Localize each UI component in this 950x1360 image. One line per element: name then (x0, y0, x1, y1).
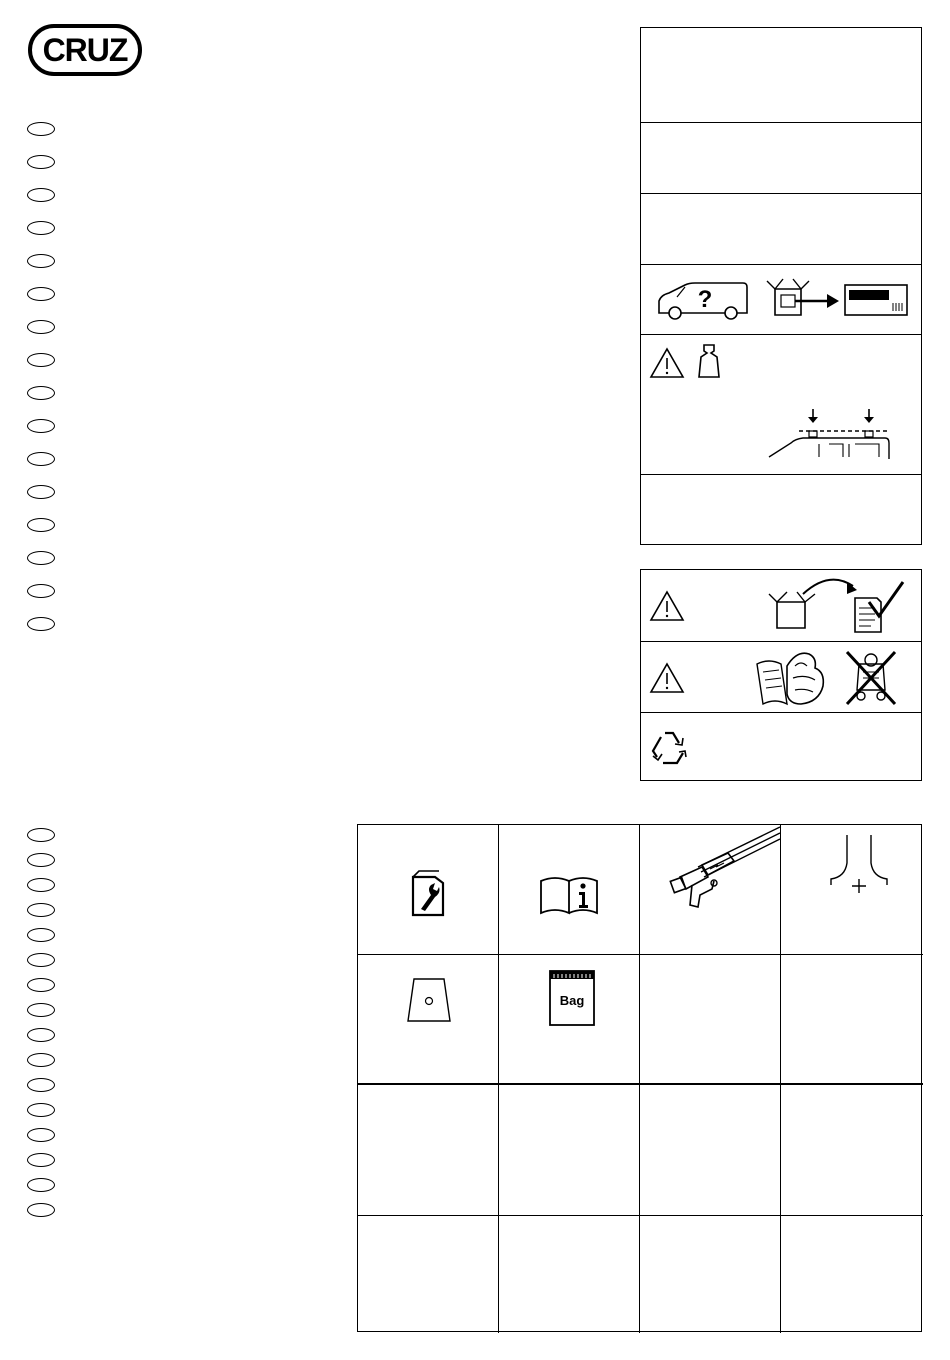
language-marker (27, 452, 55, 466)
info-row-3 (641, 193, 921, 265)
language-marker (27, 353, 55, 367)
empty-cell-12 (781, 1085, 923, 1216)
trapezoid-pad-icon (406, 977, 452, 1023)
info-book-icon (539, 875, 601, 917)
tools-cell (358, 825, 499, 955)
language-marker (27, 485, 55, 499)
roof-bar-cell (640, 825, 781, 955)
logo-text: CRUZ (42, 32, 128, 68)
language-marker (27, 254, 55, 268)
language-marker (27, 122, 55, 136)
warning-panel (640, 569, 922, 781)
empty-cell-7 (640, 955, 781, 1085)
recycle-icon (649, 727, 689, 769)
empty-cell-10 (499, 1085, 640, 1216)
box-to-checklist-icon (769, 576, 909, 634)
language-marker (27, 928, 55, 942)
bag-cell (499, 955, 640, 1085)
language-marker (27, 828, 55, 842)
instructions-hand-icon (753, 646, 827, 710)
warning-triangle-icon (649, 662, 685, 694)
warning-triangle-icon (649, 347, 685, 379)
language-marker (27, 287, 55, 301)
language-marker (27, 1053, 55, 1067)
cruz-logo (28, 24, 142, 76)
language-marker (27, 419, 55, 433)
no-carwash-icon (845, 650, 897, 706)
warning-row-check-contents (641, 570, 921, 641)
van-question-icon (655, 279, 751, 321)
language-marker (27, 1028, 55, 1042)
info-row-load (641, 334, 921, 475)
language-marker (27, 1203, 55, 1217)
empty-cell-14 (499, 1216, 640, 1333)
warning-triangle-icon (649, 590, 685, 622)
language-marker (27, 853, 55, 867)
info-row-vehicle-check (641, 264, 921, 335)
empty-cell-8 (781, 955, 923, 1085)
empty-cell-9 (358, 1085, 499, 1216)
language-marker (27, 1178, 55, 1192)
language-marker (27, 1128, 55, 1142)
info-row-6 (641, 474, 921, 547)
empty-cell-15 (640, 1216, 781, 1333)
info-row-1 (641, 28, 921, 122)
language-marker (27, 386, 55, 400)
empty-cell-13 (358, 1216, 499, 1333)
parts-grid (357, 824, 922, 1332)
box-arrow-label-icon (765, 277, 913, 321)
roof-load-icon (769, 407, 893, 463)
language-list-bottom (27, 828, 57, 1228)
profile-cross-icon (829, 833, 889, 893)
language-marker (27, 617, 55, 631)
recycle-row (641, 712, 921, 783)
empty-cell-16 (781, 1216, 923, 1333)
empty-cell-11 (640, 1085, 781, 1216)
language-marker (27, 155, 55, 169)
warning-row-no-carwash (641, 641, 921, 713)
language-list-top (27, 122, 57, 642)
language-marker (27, 584, 55, 598)
language-marker (27, 978, 55, 992)
language-marker (27, 320, 55, 334)
language-marker (27, 953, 55, 967)
language-marker (27, 903, 55, 917)
language-marker (27, 878, 55, 892)
svg-text:?: ? (697, 286, 713, 313)
language-marker (27, 551, 55, 565)
wrench-document-icon (409, 869, 447, 917)
language-marker (27, 1078, 55, 1092)
language-marker (27, 221, 55, 235)
bag-label: Bag (559, 993, 585, 1008)
weight-icon (695, 343, 723, 381)
profile-cell (781, 825, 923, 955)
language-marker (27, 1103, 55, 1117)
roof-bar-icon (668, 825, 780, 915)
language-marker (27, 1153, 55, 1167)
language-marker (27, 518, 55, 532)
info-panel (640, 27, 922, 545)
bag-icon (548, 969, 596, 1027)
language-marker (27, 188, 55, 202)
pad-cell (358, 955, 499, 1085)
manual-cell (499, 825, 640, 955)
language-marker (27, 1003, 55, 1017)
info-row-2 (641, 122, 921, 194)
